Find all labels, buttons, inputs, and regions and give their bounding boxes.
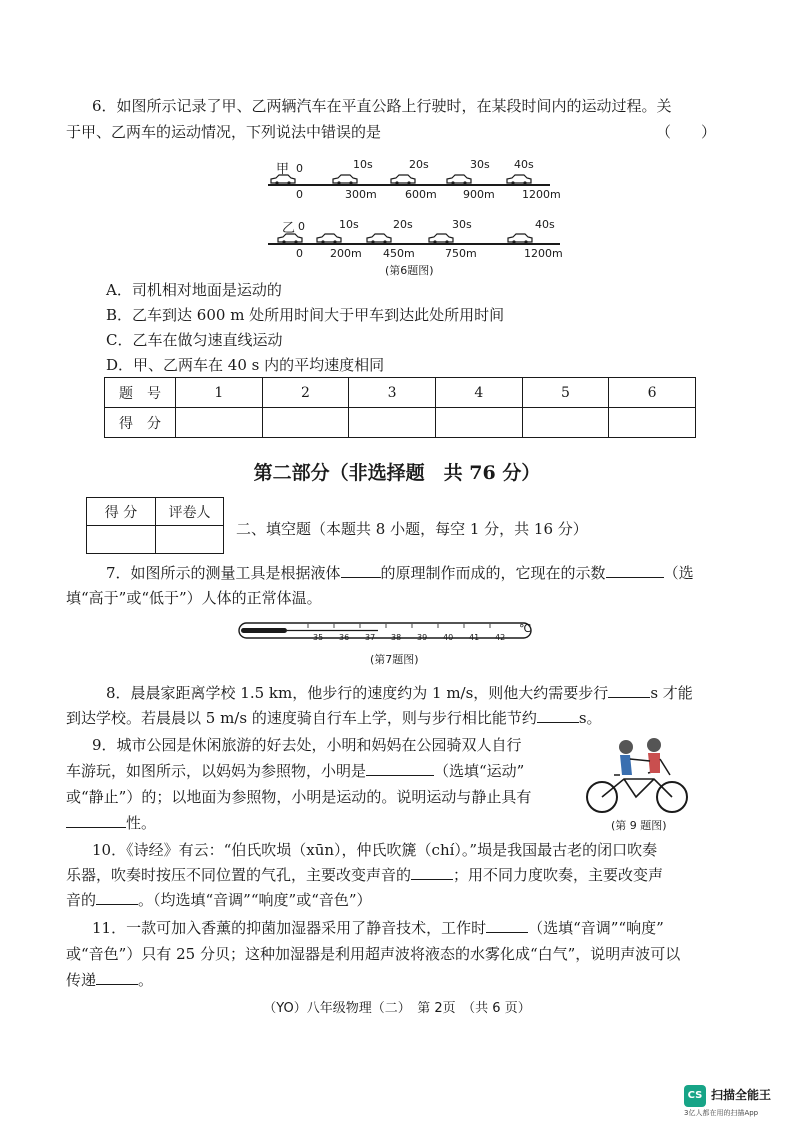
- jia-time-1: 10s: [353, 158, 373, 171]
- q9-text-c: 性。: [126, 814, 157, 832]
- q7-blank-2[interactable]: [606, 563, 664, 578]
- q9-line2: [66, 761, 524, 781]
- car-icon: [390, 174, 416, 184]
- figure6-caption: (第6题图): [385, 264, 434, 277]
- q7-blank-1[interactable]: [341, 563, 381, 578]
- answer-cell[interactable]: [609, 408, 696, 438]
- camscanner-name: 扫描全能王: [711, 1088, 772, 1102]
- q6-option-d: D．甲、乙两车在 40 s 内的平均速度相同: [106, 356, 385, 374]
- yi-dist-4: 1200m: [524, 247, 563, 260]
- q7-text-a: 7．如图所示的测量工具是根据液体: [106, 564, 341, 582]
- score-box-score-cell[interactable]: [87, 526, 156, 554]
- answer-table-number: 2: [262, 378, 349, 408]
- jia-dist-4: 1200m: [522, 188, 561, 201]
- car-icon: [332, 174, 358, 184]
- q9-text-b: （选填“运动”: [434, 762, 525, 780]
- yi-time-0: 0: [298, 220, 305, 233]
- answer-table: [104, 377, 696, 438]
- thermo-tick: 40: [443, 633, 454, 642]
- thermo-tick: 39: [417, 633, 428, 642]
- car-icon: [506, 174, 532, 184]
- yi-time-1: 10s: [339, 218, 359, 231]
- yi-time-2: 20s: [393, 218, 413, 231]
- q10-blank-1[interactable]: [411, 865, 453, 880]
- q8-line1: [106, 683, 693, 703]
- jia-label: 甲: [276, 162, 290, 177]
- jia-dist-2: 600m: [405, 188, 437, 201]
- figure9-caption: (第 9 题图): [611, 819, 667, 832]
- q11-text-d: 。: [138, 971, 154, 989]
- answer-cell[interactable]: [522, 408, 609, 438]
- q7-line1: [106, 563, 694, 583]
- q8-blank-2[interactable]: [537, 708, 579, 723]
- score-box-score-label: 得 分: [87, 498, 156, 526]
- answer-table-number: 1: [176, 378, 263, 408]
- q7-text-b: 的原理制作而成的，它现在的示数: [380, 564, 606, 582]
- q9-line1: 9．城市公园是休闲旅游的好去处，小明和妈妈在公园骑双人自行: [92, 736, 522, 754]
- q11-blank-1[interactable]: [486, 918, 528, 933]
- yi-dist-0: 0: [296, 247, 303, 260]
- jia-time-3: 30s: [470, 158, 490, 171]
- jia-dist-3: 900m: [463, 188, 495, 201]
- jia-time-2: 20s: [409, 158, 429, 171]
- q10-text-a: 乐器，吹奏时按压不同位置的气孔，主要改变声音的: [66, 866, 412, 884]
- answer-cell[interactable]: [349, 408, 436, 438]
- q6-option-c: C．乙车在做匀速直线运动: [106, 331, 283, 349]
- q9-text-a: 车游玩，如图所示，以妈妈为参照物，小明是: [66, 762, 367, 780]
- answer-table-number: 5: [522, 378, 609, 408]
- yi-label: 乙: [282, 221, 296, 236]
- q10-line3: [66, 890, 372, 910]
- q6-line1: 6．如图所示记录了甲、乙两辆汽车在平直公路上行驶时，在某段时间内的运动过程。关: [92, 97, 672, 115]
- q8-blank-1[interactable]: [608, 683, 650, 698]
- score-box-grader-label: 评卷人: [156, 498, 224, 526]
- jia-time-4: 40s: [514, 158, 534, 171]
- q11-text-c: 传递: [66, 971, 97, 989]
- tandem-bicycle-icon: [584, 735, 690, 817]
- yi-time-3: 30s: [452, 218, 472, 231]
- thermometer-icon: [238, 619, 534, 643]
- q6-paren: （ ）: [656, 123, 717, 141]
- answer-table-row1-label: 题 号: [105, 378, 176, 408]
- yi-dist-3: 750m: [445, 247, 477, 260]
- q7-line2: 填“高于”或“低于”）人体的正常体温。: [66, 589, 322, 607]
- q8-text-c: 到达学校。若晨晨以 5 m/s 的速度骑自行车上学，则与步行相比能节约: [66, 709, 537, 727]
- car-icon: [316, 233, 342, 243]
- yi-time-4: 40s: [535, 218, 555, 231]
- figure7-caption: (第7题图): [370, 653, 419, 666]
- q11-line1: [92, 918, 664, 938]
- thermo-tick: 38: [391, 633, 402, 642]
- q9-line4: [66, 813, 156, 833]
- answer-table-number: 4: [435, 378, 522, 408]
- answer-table-number: 6: [609, 378, 696, 408]
- q11-text-b: （选填“音调”“响度”: [528, 919, 664, 937]
- car-icon: [428, 233, 454, 243]
- part2-heading: 第二部分（非选择题 共 76 分）: [253, 462, 541, 484]
- q10-text-b: ；用不同力度吹奏，主要改变声: [453, 866, 664, 884]
- q7-text-c: （选: [663, 564, 694, 582]
- q8-text-d: s。: [578, 709, 602, 727]
- q9-line3: 或“静止”）的；以地面为参照物，小明是运动的。说明运动与静止具有: [66, 788, 532, 806]
- camscanner-tagline: 3亿人都在用的扫描App: [684, 1109, 759, 1117]
- q10-line1: 10．《诗经》有云：“伯氏吹埙（xūn），仲氏吹篪（chí）。”埙是我国最古老的闭口吹奏: [92, 841, 658, 859]
- q8-text-a: 8．晨晨家距离学校 1.5 km，他步行的速度约为 1 m/s，则他大约需要步行: [106, 684, 609, 702]
- score-box: [86, 497, 224, 554]
- jia-dist-1: 300m: [345, 188, 377, 201]
- car-icon: [277, 233, 303, 243]
- jia-dist-0: 0: [296, 188, 303, 201]
- q9-blank-1[interactable]: [366, 761, 434, 776]
- thermo-tick: 35: [313, 633, 324, 642]
- car-icon: [507, 233, 533, 243]
- jia-time-0: 0: [296, 162, 303, 175]
- answer-cell[interactable]: [176, 408, 263, 438]
- q10-text-d: 。（均选填“音调”“响度”或“音色”）: [138, 891, 372, 909]
- yi-road: [268, 243, 560, 245]
- thermo-unit: ℃: [519, 622, 532, 635]
- q11-line2: 或“音色”）只有 25 分贝；这种加湿器是利用超声波将液态的水雾化成“白气”，说明声波可以: [66, 945, 681, 963]
- q10-text-c: 音的: [66, 891, 97, 909]
- jia-road: [268, 184, 550, 186]
- q9-blank-2[interactable]: [66, 813, 126, 828]
- camscanner-logo-icon: CS: [684, 1085, 706, 1107]
- car-icon: [366, 233, 392, 243]
- thermo-tick: 36: [339, 633, 350, 642]
- thermo-tick: 41: [469, 633, 480, 642]
- q6-line2: 于甲、乙两车的运动情况，下列说法中错误的是: [66, 123, 382, 141]
- page-footer: （YO）八年级物理（二） 第 2页 （共 6 页）: [263, 1001, 531, 1016]
- q11-line3: [66, 970, 153, 990]
- answer-cell[interactable]: [262, 408, 349, 438]
- car-icon: [446, 174, 472, 184]
- section2-title: 二、填空题（本题共 8 小题，每空 1 分，共 16 分）: [236, 520, 588, 538]
- q11-text-a: 11．一款可加入香薰的抑菌加湿器采用了静音技术，工作时: [92, 919, 487, 937]
- q11-blank-2[interactable]: [96, 970, 138, 985]
- q6-option-a: A．司机相对地面是运动的: [106, 281, 282, 299]
- thermo-tick: 42: [495, 633, 506, 642]
- thermo-tick: 37: [365, 633, 376, 642]
- yi-dist-1: 200m: [330, 247, 362, 260]
- q10-line2: [66, 865, 663, 885]
- q10-blank-2[interactable]: [96, 890, 138, 905]
- q8-text-b: s 才能: [650, 684, 693, 702]
- yi-dist-2: 450m: [383, 247, 415, 260]
- q8-line2: [66, 708, 602, 728]
- answer-table-number: 3: [349, 378, 436, 408]
- score-box-grader-cell[interactable]: [156, 526, 224, 554]
- answer-table-row2-label: 得 分: [105, 408, 176, 438]
- car-icon: [270, 174, 296, 184]
- q6-option-b: B．乙车到达 600 m 处所用时间大于甲车到达此处所用时间: [106, 306, 505, 324]
- answer-cell[interactable]: [435, 408, 522, 438]
